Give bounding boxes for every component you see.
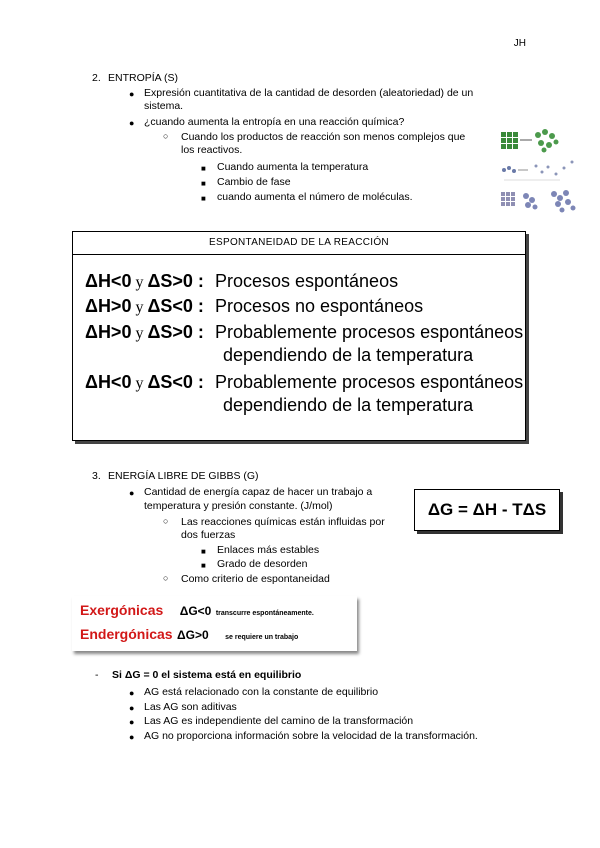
spontaneity-row [85, 371, 523, 395]
gibbs-sub2: Como criterio de espontaneidad [181, 573, 330, 585]
conjunction: y [135, 299, 144, 316]
square-bullet-icon: ■ [201, 179, 206, 188]
entropy-definition-line1: Expresión cuantitativa de la cantidad de desorden (aleatoriedad) de un [144, 87, 474, 99]
entropy-item-1: Cuando aumenta la temperatura [217, 161, 369, 173]
equilibrium-dash: - [95, 669, 99, 681]
spontaneity-row [85, 270, 398, 294]
gibbs-definition-line2: temperatura y presión constante. (J/mol) [144, 500, 333, 512]
circle-bullet-icon: ○ [163, 516, 169, 526]
exergonic-endergonic-box [72, 596, 357, 651]
bullet-icon: ● [129, 89, 135, 99]
endergonic-note: se requiere un trabajo [225, 634, 299, 641]
molecule-phase-change-illustration [498, 158, 578, 186]
entropy-item-2: Cambio de fase [217, 176, 291, 188]
equilibrium-title: Si ΔG = 0 el sistema está en equilibrio [112, 669, 302, 681]
spontaneity-result: Probablemente procesos espontáneos [214, 372, 524, 392]
conjunction: y [135, 375, 144, 392]
section2-number: 2. [92, 72, 101, 84]
bullet-icon: ● [129, 703, 135, 713]
circle-bullet-icon: ○ [163, 131, 169, 141]
bullet-icon: ● [129, 717, 135, 727]
delta-h-condition: ΔH<0 [85, 372, 132, 392]
conjunction: y [135, 274, 144, 291]
entropy-item-3: cuando aumenta el número de moléculas. [217, 191, 413, 203]
section3-title: ENERGÍA LIBRE DE GIBBS (G) [108, 470, 259, 482]
equilibrium-item-4: AG no proporciona información sobre la velocidad de la transformación. [144, 730, 478, 742]
spontaneity-result-continuation: dependiendo de la temperatura [223, 345, 474, 365]
entropy-question: ¿cuando aumenta la entropía en una reacción química? [144, 116, 405, 128]
spontaneity-row [85, 295, 423, 319]
exergonic-label: Exergónicas [80, 602, 164, 618]
delta-s-condition: ΔS<0 : [147, 296, 204, 316]
endergonic-line [80, 626, 298, 644]
entropy-sub1-line1: Cuando los productos de reacción son menos complejos que [181, 131, 466, 143]
entropy-definition-line2: sistema. [144, 100, 184, 112]
section2-title: ENTROPÍA (S) [108, 72, 179, 84]
equilibrium-item-1: AG está relacionado con la constante de equilibrio [144, 686, 379, 698]
molecule-decomposition-illustration [498, 126, 560, 156]
equilibrium-item-3: Las AG es independiente del camino de la transformación [144, 715, 414, 727]
gibbs-equation: ΔG = ΔH - TΔS [414, 489, 560, 531]
spontaneity-result: Probablemente procesos espontáneos [214, 322, 524, 342]
bullet-icon: ● [129, 118, 135, 128]
gibbs-definition-line1: Cantidad de energía capaz de hacer un trabajo a [144, 486, 373, 498]
delta-h-condition: ΔH>0 [85, 296, 132, 316]
spontaneity-table-title: ESPONTANEIDAD DE LA REACCIÓN [73, 232, 525, 255]
square-bullet-icon: ■ [201, 164, 206, 173]
spontaneity-result: Procesos espontáneos [214, 271, 399, 291]
bullet-icon: ● [129, 688, 135, 698]
exergonic-line [80, 602, 314, 620]
gibbs-item-1: Enlaces más estables [217, 544, 320, 556]
exergonic-note: transcurre espontáneamente. [215, 610, 314, 617]
spontaneity-result-continuation: dependiendo de la temperatura [223, 395, 474, 415]
entropy-sub1-line2: los reactivos. [181, 144, 243, 156]
square-bullet-icon: ■ [201, 547, 206, 556]
delta-s-condition: ΔS>0 : [147, 322, 204, 342]
bullet-icon: ● [129, 732, 135, 742]
spontaneity-row [85, 321, 523, 345]
bullet-icon: ● [129, 488, 135, 498]
gibbs-sub1-line2: dos fuerzas [181, 529, 236, 541]
endergonic-label: Endergónicas [80, 626, 173, 642]
exergonic-condition: ΔG<0 [179, 604, 212, 618]
gibbs-sub1-line1: Las reacciones químicas están influidas por [181, 516, 385, 528]
square-bullet-icon: ■ [201, 194, 206, 203]
spontaneity-table [72, 231, 526, 441]
delta-h-condition: ΔH<0 [85, 271, 132, 291]
header-initials: JH [513, 38, 526, 49]
square-bullet-icon: ■ [201, 561, 206, 570]
delta-s-condition: ΔS<0 : [147, 372, 204, 392]
equilibrium-item-2: Las AG son aditivas [144, 701, 237, 713]
circle-bullet-icon: ○ [163, 573, 169, 583]
endergonic-condition: ΔG>0 [177, 628, 209, 642]
section3-number: 3. [92, 470, 101, 482]
delta-h-condition: ΔH>0 [85, 322, 132, 342]
conjunction: y [135, 325, 144, 342]
delta-s-condition: ΔS>0 : [147, 271, 204, 291]
molecule-disorder-illustration [498, 188, 580, 218]
spontaneity-result: Procesos no espontáneos [214, 296, 424, 316]
gibbs-item-2: Grado de desorden [217, 558, 308, 570]
